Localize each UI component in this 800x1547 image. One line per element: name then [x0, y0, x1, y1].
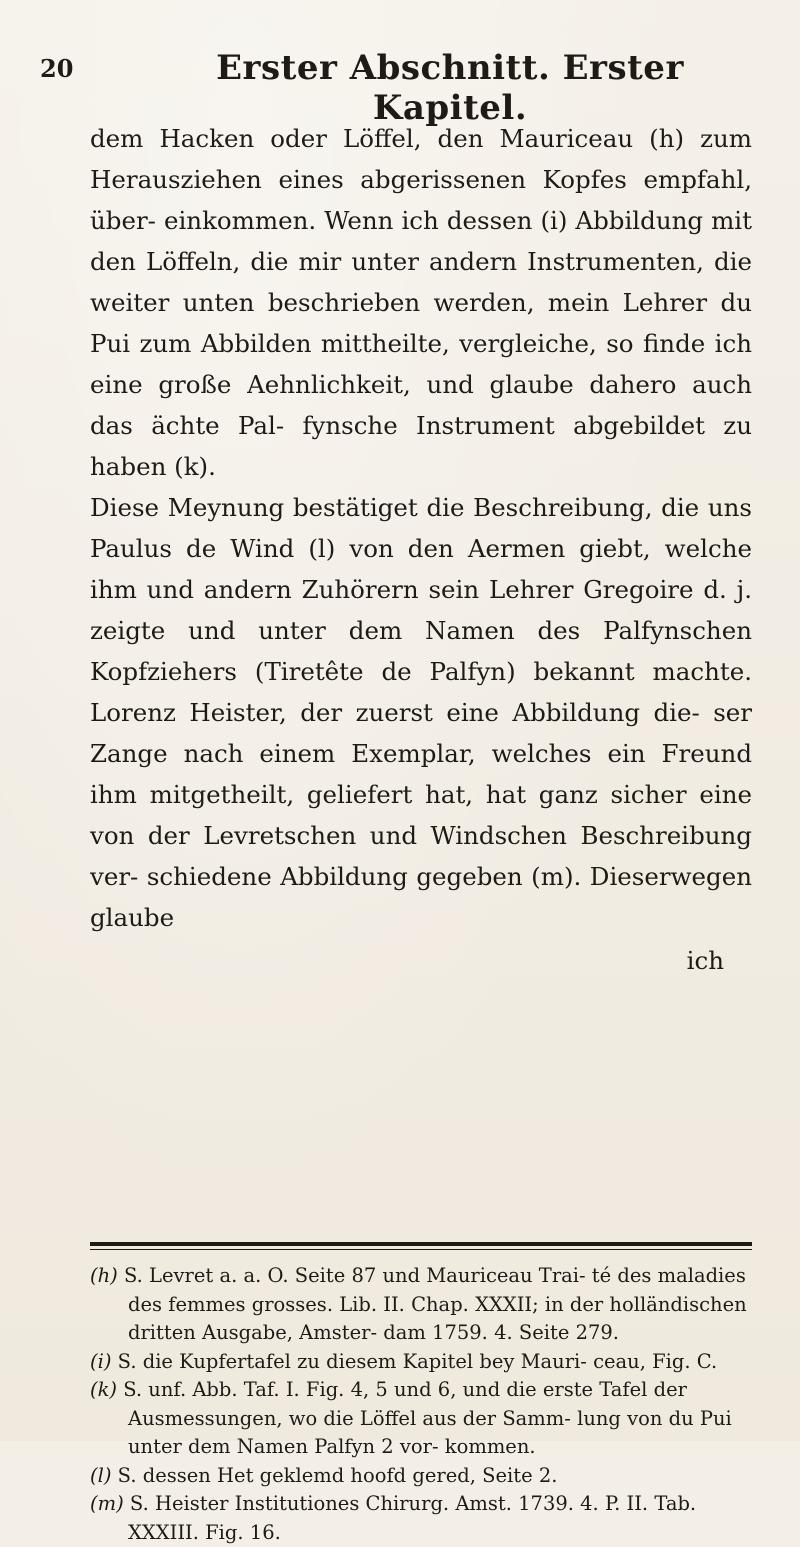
footnote [90, 1462, 752, 1491]
footnote [90, 1376, 752, 1462]
footnote-mark: (m) [90, 1492, 124, 1515]
rule-thick [90, 1242, 752, 1246]
footnote-mark: (i) [90, 1349, 112, 1373]
footnote-text: S. dessen Het geklemd hoofd gered, Seite 2. [117, 1463, 558, 1487]
page-header [40, 46, 760, 128]
paragraph: dem Hacken oder Löffel, den Mauriceau (h) zum Herausziehen eines abgerissenen Kopfes empfahl, über- einkommen. Wenn ich dessen (i) Abbildung mit den Löffeln, die mir unter andern Instrumenten, die weiter unten beschrieben werden, mein Lehrer du Pui zum Abbilden mittheilte, vergleiche, so finde ich eine große Aehnlichkeit, und glaube dahero auch das ächte Pal- fynsche Instrument abgebildet zu haben (k). [90, 124, 752, 481]
page-number: 20 [40, 54, 74, 83]
footnote-rule [90, 1242, 752, 1250]
paragraph: Diese Meynung bestätiget die Beschreibung, die uns Paulus de Wind (l) von den Aermen giebt, welche ihm und andern Zuhörern sein Lehrer Gregoire d. j. zeigte und unter dem Namen des Palfynschen Kopfziehers (Tiretête de Palfyn) bekannt machte. Lorenz Heister, der zuerst eine Abbildung die- ser Zange nach einem Exemplar, welches ein Freund ihm mitgetheilt, geliefert hat, hat ganz sicher eine von der Levretschen und Windschen Beschreibung ver- schiedene Abbildung gegeben (m). Dieserwegen glaube [90, 493, 752, 932]
footnote [90, 1262, 752, 1348]
footnote-text: S. Heister Institutiones Chirurg. Amst. 1739. 4. P. II. Tab. XXXIII. Fig. 16. [128, 1492, 697, 1544]
footnote [90, 1348, 752, 1377]
running-head: Erster Abschnitt. Erster Kapitel. [216, 48, 684, 128]
catchword: ich [686, 946, 724, 975]
footnote-mark: (h) [90, 1264, 118, 1287]
main-text [90, 118, 752, 981]
footnote-text: S. Levret a. a. O. Seite 87 und Mauriceau Trai- té des maladies des femmes grosses. Lib. II. Chap. XXXII; in der holländischen dritten Ausgabe, Amster- dam 1759. 4. Seite 279. [123, 1264, 747, 1344]
footnote-mark: (k) [90, 1378, 118, 1401]
footnotes [90, 1262, 752, 1547]
footnote-mark: (l) [90, 1463, 112, 1487]
footnote-text: S. die Kupfertafel zu diesem Kapitel bey Mauri- ceau, Fig. C. [117, 1349, 718, 1373]
footnote-text: S. unf. Abb. Taf. I. Fig. 4, 5 und 6, und die erste Tafel der Ausmessungen, wo die Löffel aus der Samm- lung von du Pui unter dem Namen Palfyn 2 vor- kommen. [123, 1378, 732, 1458]
footnote [90, 1490, 752, 1547]
rule-thin [90, 1249, 752, 1250]
